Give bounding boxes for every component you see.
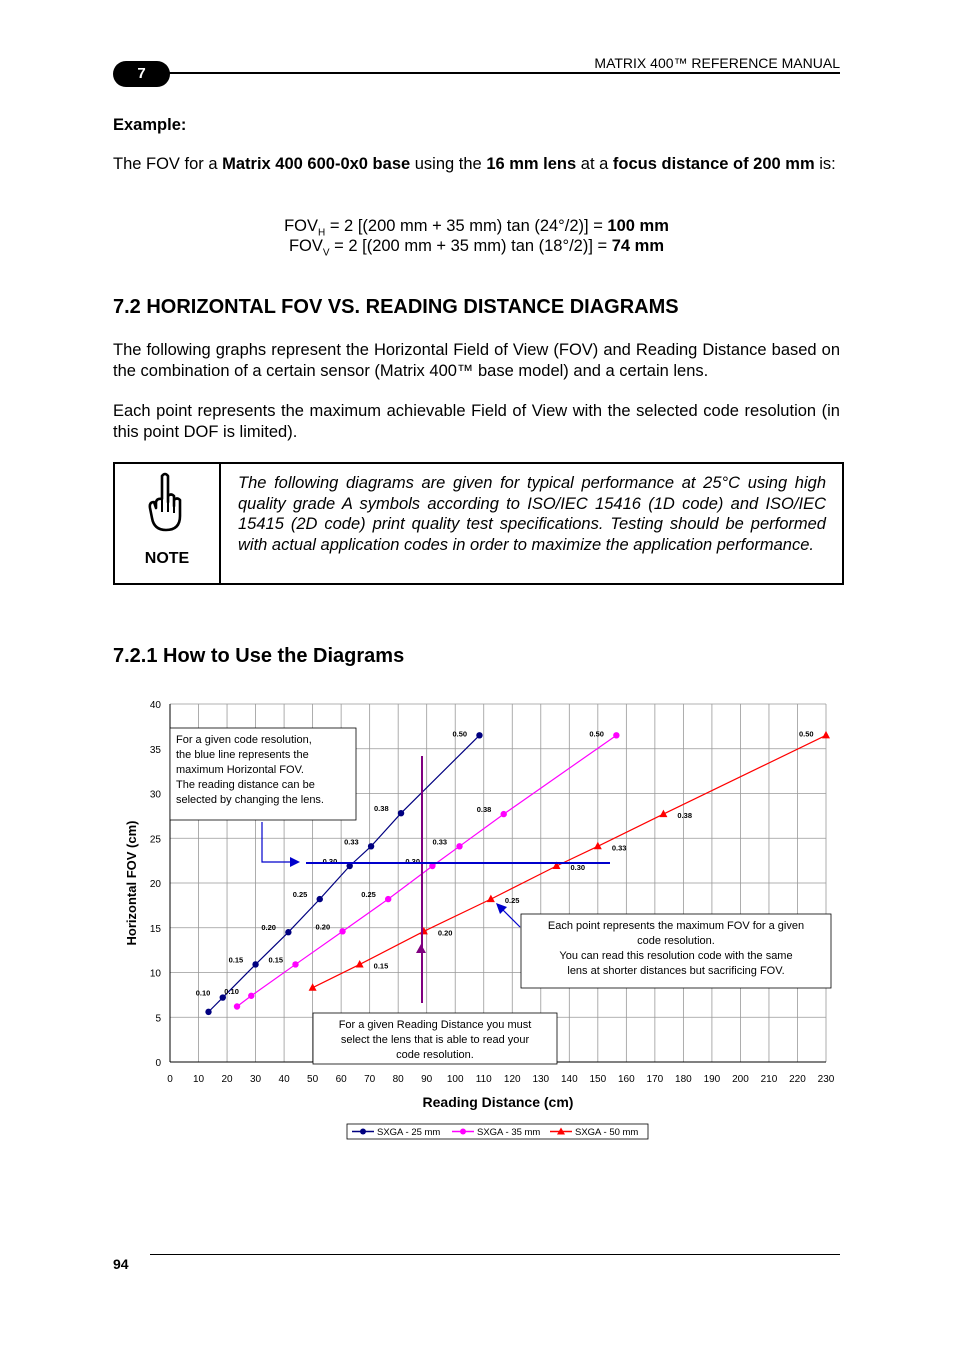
footer-rule xyxy=(150,1254,840,1255)
data-point xyxy=(205,1009,211,1015)
x-tick-label: 220 xyxy=(789,1074,806,1085)
example-label: Example: xyxy=(113,116,187,134)
data-label: 0.20 xyxy=(261,923,276,933)
data-label: 0.20 xyxy=(315,922,331,932)
example-run: Matrix 400 600-0x0 base xyxy=(222,155,411,173)
note-label: NOTE xyxy=(144,550,190,567)
x-tick-label: 190 xyxy=(703,1074,721,1085)
note-divider xyxy=(219,464,221,583)
data-label: 0.25 xyxy=(292,890,308,900)
x-tick-label: 170 xyxy=(646,1074,664,1085)
annotation-text: For a given Reading Distance you must select the lens that is able to read your code resolution. xyxy=(338,1019,532,1061)
x-axis-title: Reading Distance (cm) xyxy=(422,1094,574,1110)
y-tick-label: 0 xyxy=(155,1058,161,1069)
x-tick-label: 150 xyxy=(589,1074,607,1085)
pointing-hand-icon xyxy=(148,472,182,534)
data-label: 0.30 xyxy=(405,856,421,866)
x-tick-label: 90 xyxy=(421,1074,433,1085)
section-heading: 7.2 HORIZONTAL FOV VS. READING DISTANCE DIAGRAMS xyxy=(113,296,679,318)
data-label: 0.30 xyxy=(570,862,586,872)
data-label: 0.15 xyxy=(228,955,244,965)
data-point xyxy=(234,1003,240,1009)
x-tick-label: 230 xyxy=(817,1074,835,1085)
data-label: 0.50 xyxy=(589,729,604,739)
x-tick-label: 60 xyxy=(335,1074,347,1085)
x-tick-label: 20 xyxy=(221,1074,233,1085)
y-tick-label: 15 xyxy=(149,923,161,935)
x-tick-label: 110 xyxy=(475,1074,492,1085)
data-label: 0.38 xyxy=(374,804,389,814)
data-label: 0.33 xyxy=(611,843,627,853)
equation-fov-v xyxy=(113,236,840,263)
y-tick-label: 25 xyxy=(149,834,161,846)
data-point xyxy=(248,993,254,999)
data-label: 0.15 xyxy=(373,961,389,971)
x-tick-label: 80 xyxy=(392,1074,404,1085)
equation-res: 74 mm xyxy=(611,237,665,255)
example-run: focus distance of 200 mm xyxy=(612,155,815,173)
data-point xyxy=(252,961,258,967)
arrow-up-icon xyxy=(416,944,426,953)
subsection-heading: 7.2.1 How to Use the Diagrams xyxy=(113,645,405,667)
y-tick-label: 10 xyxy=(149,968,161,980)
fov-chart xyxy=(0,690,954,1150)
x-tick-label: 160 xyxy=(618,1074,635,1085)
x-tick-label: 100 xyxy=(446,1074,464,1085)
arrow-right-icon xyxy=(290,857,300,867)
example-sentence xyxy=(113,154,840,175)
header-rule xyxy=(150,72,840,74)
data-label: 0.10 xyxy=(224,986,239,996)
annotation-text: Each point represents the maximum FOV for a given code resolution. You can read this resolution code with the same lens at shorter distances but sacrificing FOV. xyxy=(547,920,805,977)
data-point xyxy=(613,732,619,738)
annotation-connector xyxy=(262,822,292,862)
data-label: 0.25 xyxy=(361,890,376,900)
data-point xyxy=(822,731,830,739)
data-label: 0.33 xyxy=(432,837,448,847)
data-label: 0.10 xyxy=(195,988,211,998)
data-point xyxy=(356,960,364,968)
note-text: The following diagrams are given for typical performance at 25°C using high quality grade A symbols according to ISO/IEC 15416 (1D code) and ISO/IEC 15415 (2D code) print quality test specifications. Testing should be performed with actual application codes in order to maximize the application performance. xyxy=(238,474,826,554)
example-run: The FOV for a xyxy=(113,155,223,173)
y-tick-label: 40 xyxy=(149,700,161,711)
equation-sub: H xyxy=(318,227,326,239)
equation-res: 100 mm xyxy=(607,217,669,235)
legend-label: SXGA - 35 mm xyxy=(477,1127,541,1138)
data-point xyxy=(501,811,507,817)
x-tick-label: 210 xyxy=(760,1074,778,1085)
y-tick-label: 30 xyxy=(149,789,161,801)
data-label: 0.38 xyxy=(476,805,492,815)
equation-mid: = 2 [(200 mm + 35 mm) tan (24°/2)] = xyxy=(325,217,608,235)
annotation-text: For a given code resolution, the blue line represents the maximum Horizontal FOV. The reading distance can be selected by changing the lens. xyxy=(176,734,324,806)
x-tick-label: 200 xyxy=(732,1074,749,1085)
example-run: 16 mm lens xyxy=(486,155,577,173)
x-tick-label: 50 xyxy=(307,1074,319,1085)
data-label: 0.50 xyxy=(452,729,468,739)
data-point xyxy=(339,928,345,934)
data-point xyxy=(285,929,291,935)
data-label: 0.20 xyxy=(437,928,453,938)
data-point xyxy=(317,896,323,902)
y-axis-title: Horizontal FOV (cm) xyxy=(124,820,139,946)
legend-marker xyxy=(360,1129,366,1135)
data-point xyxy=(476,732,482,738)
data-point xyxy=(456,843,462,849)
data-label: 0.38 xyxy=(677,811,693,821)
section-paragraph-2: Each point represents the maximum achievable Field of View with the selected code resolution (in this point DOF is limited). xyxy=(113,402,840,441)
note-box xyxy=(113,462,844,585)
x-tick-label: 140 xyxy=(560,1074,578,1085)
x-tick-label: 30 xyxy=(250,1074,262,1085)
data-point xyxy=(368,843,374,849)
equation-pre: FOV xyxy=(288,237,323,255)
example-run: using the xyxy=(410,155,487,173)
section-paragraph-1: The following graphs represent the Horizontal Field of View (FOV) and Reading Distance based on the combination of a certain sensor (Matrix 400™ base model) and a certain lens. xyxy=(113,341,840,380)
data-point xyxy=(385,896,391,902)
equation-pre: FOV xyxy=(284,217,319,235)
x-tick-label: 130 xyxy=(532,1074,550,1085)
example-run: is: xyxy=(814,155,836,173)
manual-title: MATRIX 400™ REFERENCE MANUAL xyxy=(594,55,840,71)
x-tick-label: 70 xyxy=(364,1074,376,1085)
y-tick-label: 35 xyxy=(149,744,161,756)
y-tick-label: 20 xyxy=(149,879,161,890)
x-tick-label: 180 xyxy=(675,1074,692,1085)
data-label: 0.15 xyxy=(268,955,284,965)
legend-label: SXGA - 25 mm xyxy=(377,1127,441,1138)
chapter-badge: 7 xyxy=(113,61,170,87)
x-tick-label: 10 xyxy=(192,1074,205,1085)
equation-sub: V xyxy=(322,247,330,259)
data-label: 0.33 xyxy=(344,837,359,847)
y-tick-label: 5 xyxy=(155,1013,161,1025)
x-tick-label: 0 xyxy=(167,1074,173,1085)
annotation-connector xyxy=(502,909,520,927)
equation-mid: = 2 [(200 mm + 35 mm) tan (18°/2)] = xyxy=(329,237,612,255)
x-tick-label: 40 xyxy=(278,1074,290,1085)
page-number: 94 xyxy=(113,1256,129,1272)
legend-marker xyxy=(460,1129,466,1135)
example-run: at a xyxy=(576,155,613,173)
x-tick-label: 120 xyxy=(503,1074,521,1085)
data-point xyxy=(292,961,298,967)
data-label: 0.30 xyxy=(322,856,338,866)
data-label: 0.25 xyxy=(504,896,520,906)
data-label: 0.50 xyxy=(799,729,814,739)
data-point xyxy=(398,810,404,816)
legend-label: SXGA - 50 mm xyxy=(575,1127,639,1138)
